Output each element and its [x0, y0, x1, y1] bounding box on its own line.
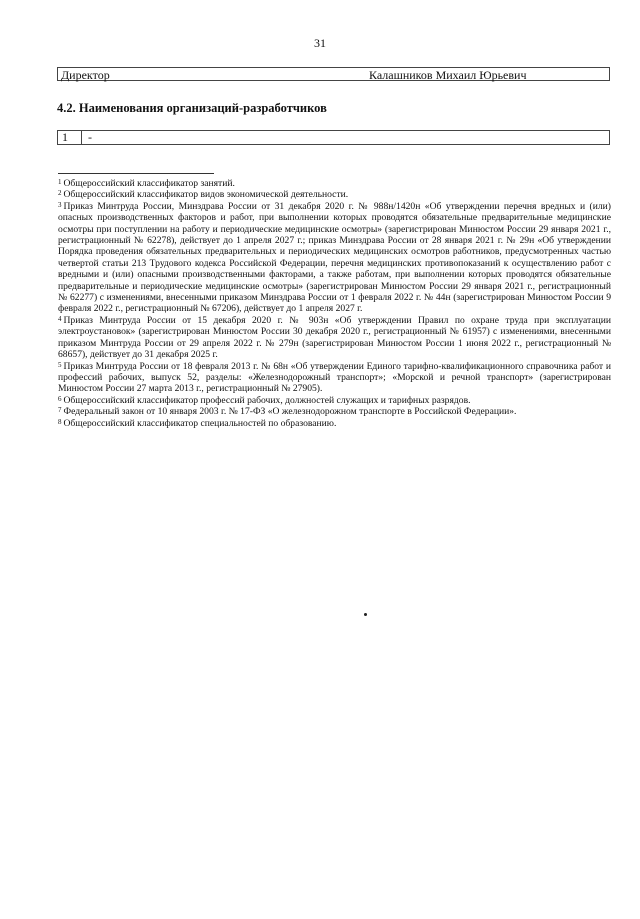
developer-row-name: -: [88, 130, 92, 144]
footnote: [58, 418, 611, 429]
footnote-text: Федеральный закон от 10 января 2003 г. № 17-ФЗ «О железнодорожном транспорте в Российской Федерации».: [63, 406, 517, 418]
footnote-text: Общероссийский классификатор занятий.: [63, 178, 235, 189]
footnote-mark: 1: [58, 178, 62, 186]
developer-row-number: 1: [58, 131, 82, 144]
signature-role: Директор: [61, 68, 110, 82]
scan-speck: [364, 613, 367, 616]
footnote-text: Приказ Минтруда России от 15 декабря 2020 г. № 903н «Об утверждении Правил по охране труда при эксплуатации электроустановок» (зарегистрирован Минюстом России 30 декабря 2020 г., регистрационный № 61957) с изменениями, внесенными приказом Минтруда России от 29 апреля 2022 г. № 279н (зарегистрирован Минюстом России 1 июня 2022 г., регистрационный № 68657), действует до 31 декабря 2025 г.: [58, 314, 611, 361]
footnote-text: Приказ Минтруда России от 18 февраля 2013 г. № 68н «Об утверждении Единого тарифно-квалификационного справочника работ и профессий рабочих, выпуск 52, разделы: «Железнодорожный транспорт»; «Морской и речной транспорт» (зарегистрирован Минюстом России 27 марта 2013 г., регистрационный № 27905).: [58, 360, 611, 395]
developer-row: [57, 130, 610, 145]
footnote-mark: 6: [58, 394, 62, 403]
footnote-mark: 8: [58, 417, 62, 426]
footnote: [58, 395, 611, 406]
footnote: [58, 361, 611, 395]
footnote: [58, 178, 611, 189]
signature-row: [57, 67, 610, 81]
footnote: [58, 201, 611, 315]
footnote-mark: 2: [58, 189, 62, 198]
footnote-text: Приказ Минтруда России, Минздрава России от 31 декабря 2020 г. № 988н/1420н «Об утверждении перечня вредных и (или) опасных производственных факторов и работ, при выполнении которых проводятся обязательные предварительные медицинские осмотры при поступлении на работу и периодические медицинские осмотры» (зарегистрирован Минюстом России 29 января 2021 г., регистрационный № 62278), действует до 1 апреля 2027 г.; приказ Минздрава России от 28 января 2021 г. № 29н «Об утверждении Порядка проведения обязательных предварительных и периодических медицинских осмотров работников, предусмотренных частью четвертой статьи 213 Трудового кодекса Российской Федерации, перечня медицинских противопоказаний к осуществлению работ с вредными и (или) опасными производственными факторами, а также работам, при выполнении которых проводятся обязательные предварительные и периодические медицинские осмотры» (зарегистрирован Минюстом России 29 января 2021 г., регистрационный № 62277) с изменениями, внесенными приказом Минздрава России от 1 февраля 2022 г. № 44н (зарегистрирован Минюстом России 9 февраля 2022 г., регистрационный № 67206), действует до 1 апреля 2027 г.: [58, 200, 611, 315]
footnote-text: Общероссийский классификатор профессий рабочих, должностей служащих и тарифных разрядов.: [63, 394, 471, 406]
page-number: 31: [314, 36, 326, 50]
footnote-separator: [58, 173, 214, 174]
section-heading: 4.2. Наименования организаций-разработчиков: [57, 101, 327, 115]
footnote: [58, 189, 611, 200]
footnote: [58, 406, 611, 417]
footnote-text: Общероссийский классификатор специальностей по образованию.: [63, 417, 337, 429]
footnote-mark: 4: [58, 314, 62, 323]
footnote-mark: 5: [58, 360, 62, 369]
footnotes: [58, 178, 611, 429]
footnote: [58, 315, 611, 361]
footnote-mark: 7: [58, 406, 62, 415]
footnote-text: Общероссийский классификатор видов экономической деятельности.: [63, 189, 349, 201]
footnote-mark: 3: [58, 200, 62, 209]
signature-name: Калашников Михаил Юрьевич: [369, 68, 527, 82]
